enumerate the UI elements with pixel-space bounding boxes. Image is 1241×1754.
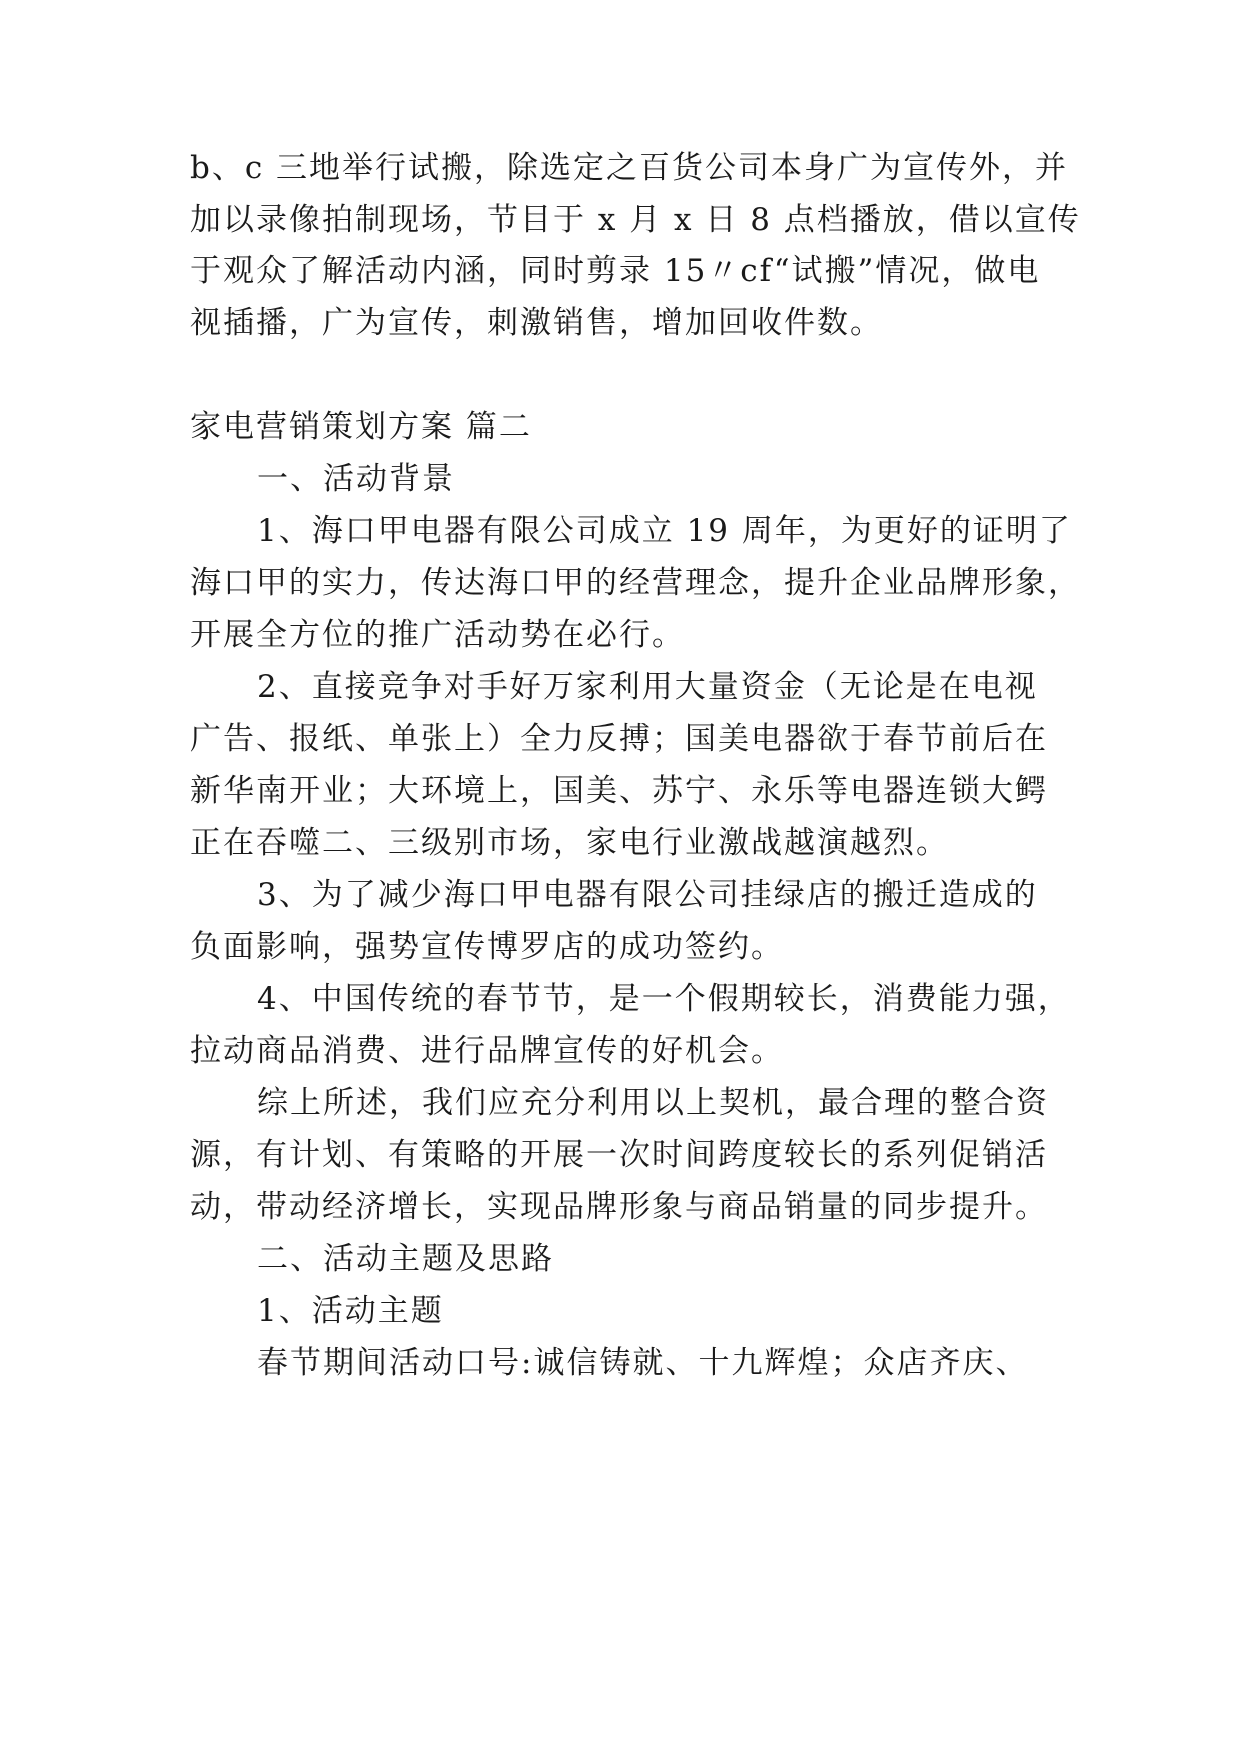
body-text-line: 正在吞噬二、三级别市场，家电行业激战越演越烈。 xyxy=(190,825,949,861)
body-text-line: 综上所述，我们应充分利用以上契机，最合理的整合资 xyxy=(257,1085,1049,1121)
body-text-line: 拉动商品消费、进行品牌宣传的好机会。 xyxy=(190,1033,784,1069)
heading-activity-background: 一、活动背景 xyxy=(257,461,455,497)
body-text-line: 于观众了解活动内涵，同时剪录 15〃cf“试搬”情况，做电 xyxy=(190,253,1041,289)
body-text-line: b、c 三地举行试搬，除选定之百货公司本身广为宣传外，并 xyxy=(190,150,1069,186)
body-text-line: 开展全方位的推广活动势在必行。 xyxy=(190,617,685,653)
heading-activity-theme: 二、活动主题及思路 xyxy=(257,1241,554,1277)
body-text-line: 加以录像拍制现场，节目于 x 月 x 日 8 点档播放，借以宣传 xyxy=(190,202,1081,238)
body-text-line: 源，有计划、有策略的开展一次时间跨度较长的系列促销活 xyxy=(190,1137,1048,1173)
body-text-line: 视插播，广为宣传，刺激销售，增加回收件数。 xyxy=(190,305,883,341)
body-text-line: 1、海口甲电器有限公司成立 19 周年，为更好的证明了 xyxy=(257,513,1072,549)
subheading-activity-theme: 1、活动主题 xyxy=(257,1293,444,1329)
body-text-line: 海口甲的实力，传达海口甲的经营理念，提升企业品牌形象， xyxy=(190,565,1081,601)
body-text-line: 2、直接竞争对手好万家利用大量资金（无论是在电视 xyxy=(257,669,1038,705)
body-text-line: 负面影响，强势宣传博罗店的成功签约。 xyxy=(190,929,784,965)
body-text-line: 动，带动经济增长，实现品牌形象与商品销量的同步提升。 xyxy=(190,1189,1048,1225)
body-text-line: 广告、报纸、单张上）全力反搏；国美电器欲于春节前后在 xyxy=(190,721,1048,757)
section-title: 家电营销策划方案 篇二 xyxy=(190,409,532,445)
body-text-line: 4、中国传统的春节节，是一个假期较长，消费能力强， xyxy=(257,981,1071,1017)
body-text-line: 春节期间活动口号:诚信铸就、十九辉煌；众店齐庆、 xyxy=(257,1345,1029,1381)
body-text-line: 3、为了减少海口甲电器有限公司挂绿店的搬迁造成的 xyxy=(257,877,1038,913)
body-text-line: 新华南开业；大环境上，国美、苏宁、永乐等电器连锁大鳄 xyxy=(190,773,1048,809)
